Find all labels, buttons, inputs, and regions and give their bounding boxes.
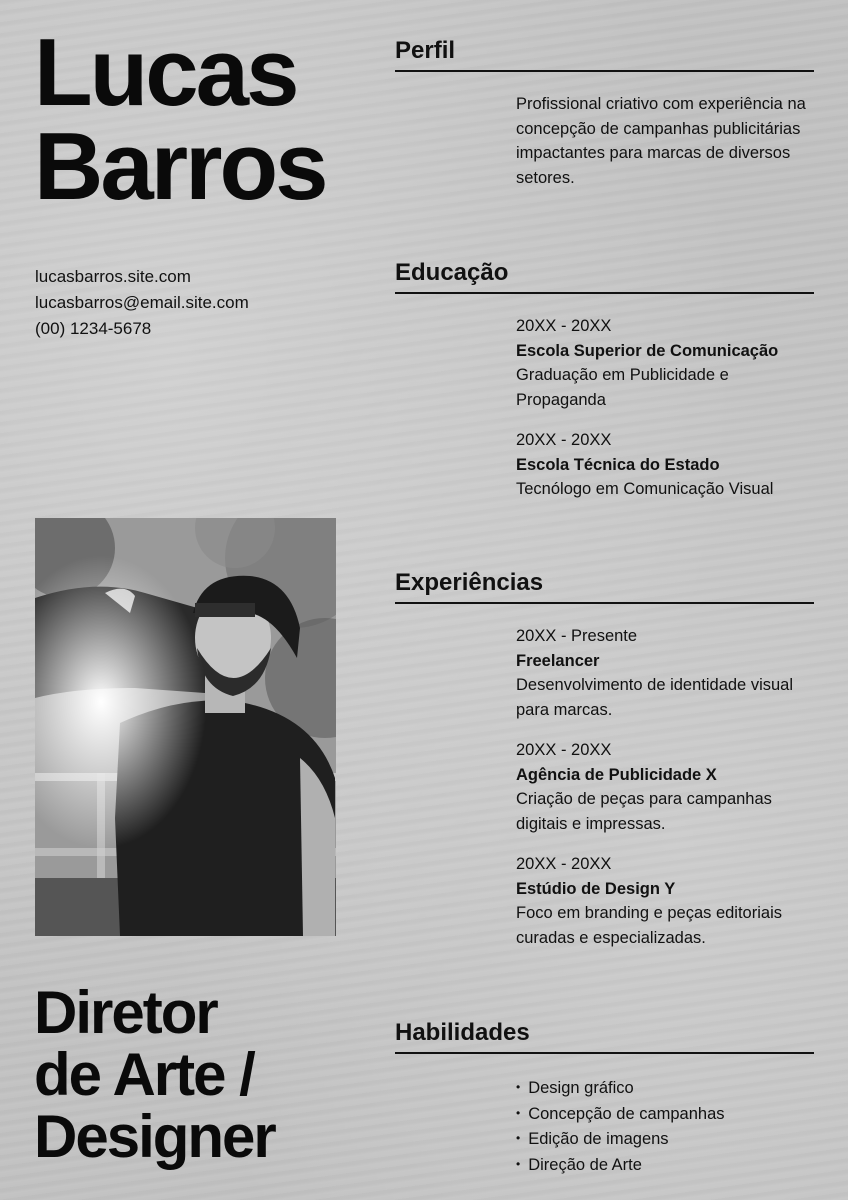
experiencia-period: 20XX - 20XX	[516, 855, 612, 873]
section-title-habilidades: Habilidades	[395, 1018, 814, 1054]
experiencia-company: Estúdio de Design Y	[516, 879, 676, 898]
perfil-text: Profissional criativo com experiência na concepção de campanhas publicitárias impactantes para marcas de diversos setores.	[516, 95, 806, 187]
experiencia-period: 20XX - 20XX	[516, 741, 612, 759]
section-title-experiencias: Experiências	[395, 568, 814, 604]
section-title-educacao: Educação	[395, 258, 814, 294]
job-title-line-2: de Arte /	[34, 1041, 254, 1108]
phone-text: (00) 1234-5678	[35, 319, 152, 338]
experiencias-list	[516, 624, 816, 966]
educacao-description: Graduação em Publicidade e Propaganda	[516, 366, 729, 409]
experiencia-description: Foco em branding e peças editoriais curadas e especializadas.	[516, 904, 782, 947]
contact-info	[35, 264, 249, 342]
skill-item: • Concepção de campanhas	[516, 1102, 725, 1128]
job-title-line-3: Designer	[34, 1103, 275, 1170]
experiencia-company: Freelancer	[516, 651, 600, 670]
profile-photo	[35, 518, 336, 936]
experiencia-entry	[516, 852, 816, 950]
educacao-period: 20XX - 20XX	[516, 317, 612, 335]
experiencia-description: Criação de peças para campanhas digitais e impressas.	[516, 790, 772, 833]
section-title-perfil: Perfil	[395, 36, 814, 72]
educacao-entry	[516, 428, 816, 502]
name-heading	[34, 19, 326, 220]
skill-item: • Design gráfico	[516, 1076, 725, 1102]
educacao-description: Tecnólogo em Comunicação Visual	[516, 480, 774, 498]
profile-photo-illustration	[35, 518, 336, 936]
job-title	[34, 979, 275, 1170]
website-text: lucasbarros.site.com	[35, 267, 191, 286]
educacao-entry	[516, 314, 816, 412]
experiencia-company: Agência de Publicidade X	[516, 765, 717, 784]
educacao-period: 20XX - 20XX	[516, 431, 612, 449]
experiencia-period: 20XX - Presente	[516, 627, 638, 645]
first-name: Lucas	[34, 19, 297, 126]
email-text: lucasbarros@email.site.com	[35, 293, 249, 312]
educacao-institution: Escola Superior de Comunicação	[516, 341, 779, 360]
job-title-line-1: Diretor	[34, 979, 217, 1046]
experiencia-entry	[516, 624, 816, 722]
last-name: Barros	[34, 113, 326, 220]
skill-item: • Edição de imagens	[516, 1127, 725, 1153]
educacao-institution: Escola Técnica do Estado	[516, 455, 720, 474]
experiencia-entry	[516, 738, 816, 836]
experiencia-description: Desenvolvimento de identidade visual para marcas.	[516, 676, 794, 719]
educacao-list	[516, 314, 816, 518]
skills-list	[516, 1076, 725, 1178]
skill-item: • Direção de Arte	[516, 1153, 725, 1179]
